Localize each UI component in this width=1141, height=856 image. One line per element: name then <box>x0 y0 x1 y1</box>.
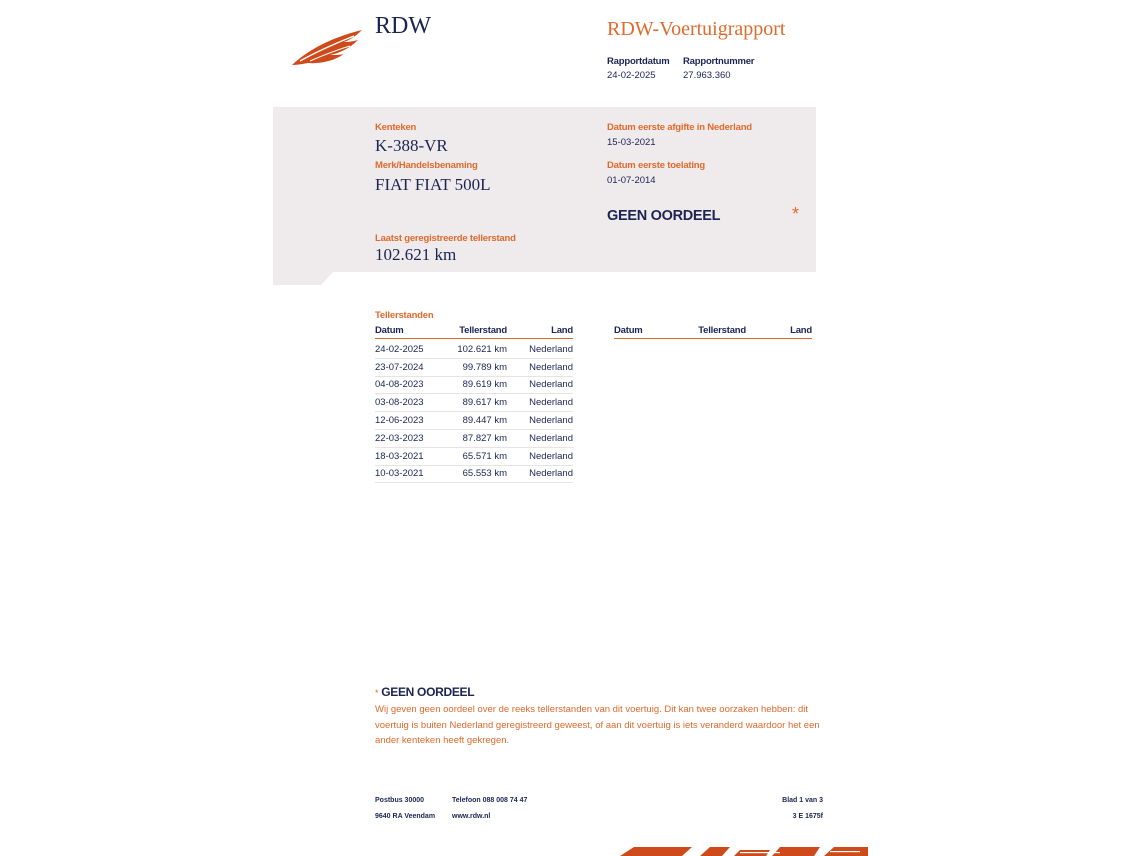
rdw-logo <box>290 28 364 68</box>
row-country: Nederland <box>529 432 573 444</box>
row-date: 03-08-2023 <box>375 397 424 409</box>
last-odometer-label: Laatst geregistreerde tellerstand <box>375 233 516 244</box>
row-country: Nederland <box>529 414 573 426</box>
row-date: 04-08-2023 <box>375 379 424 391</box>
row-reading: 65.571 km <box>462 450 507 462</box>
row-reading: 65.553 km <box>462 468 507 480</box>
report-number-label: Rapportnummer <box>683 56 755 67</box>
footnote-text: Wij geven geen oordeel over de reeks tellerstanden van dit voertuig. Dit kan twee oorzaken hebben: dit voertuig is buiten Nederland geregistreerd geweest, of aan dit voertuig is iets veranderd waardoor het een ander kenteken heeft gekregen. <box>375 704 820 746</box>
verdict-footnote-marker: * <box>792 204 800 224</box>
verdict-text: GEEN OORDEEL <box>607 208 721 224</box>
row-reading: 99.789 km <box>462 361 507 373</box>
row-country: Nederland <box>529 379 573 391</box>
col-reading-header: Tellerstand <box>459 325 507 336</box>
footer-postcode: 9640 RA Veendam <box>375 813 436 820</box>
footnote-marker: * <box>375 688 379 698</box>
row-country: Nederland <box>529 361 573 373</box>
first-issue-nl-label: Datum eerste afgifte in Nederland <box>607 122 752 133</box>
row-date: 22-03-2023 <box>375 432 424 444</box>
row-country: Nederland <box>529 468 573 480</box>
last-odometer-value: 102.621 km <box>375 245 457 264</box>
row-country: Nederland <box>529 450 573 462</box>
odometer-table <box>375 325 573 483</box>
col-country-header: Land <box>551 325 573 336</box>
table-header <box>614 325 812 339</box>
footnote-title <box>375 685 474 699</box>
table-row <box>375 377 573 394</box>
footer-postbus: Postbus 30000 <box>375 797 425 804</box>
col-country-header: Land <box>790 325 812 336</box>
table-row <box>375 360 573 377</box>
merk-label: Merk/Handelsbenaming <box>375 160 478 171</box>
table-header <box>375 325 573 339</box>
row-reading: 89.447 km <box>462 414 507 426</box>
vehicle-summary-panel <box>273 107 816 285</box>
footer-document-code: 3 E 1675f <box>792 813 823 820</box>
footer-phone: Telefoon 088 008 74 47 <box>452 797 528 804</box>
table-row <box>375 395 573 412</box>
brand-name: RDW <box>375 13 431 39</box>
kenteken-label: Kenteken <box>375 122 417 133</box>
table-row <box>375 342 573 359</box>
footer-page-number: Blad 1 van 3 <box>782 797 823 804</box>
table-row <box>375 449 573 466</box>
col-reading-header: Tellerstand <box>698 325 746 336</box>
table-row <box>375 413 573 430</box>
row-reading: 89.617 km <box>462 397 507 409</box>
first-issue-nl-value: 15-03-2021 <box>607 137 656 148</box>
table-row <box>375 466 573 483</box>
col-date-header: Datum <box>614 325 643 336</box>
row-country: Nederland <box>529 343 573 355</box>
first-admission-value: 01-07-2014 <box>607 175 656 186</box>
footer-website-link: www.rdw.nl <box>452 813 491 820</box>
kenteken-value: K-388-VR <box>375 136 448 155</box>
row-date: 24-02-2025 <box>375 343 424 355</box>
row-reading: 102.621 km <box>457 343 507 355</box>
row-date: 10-03-2021 <box>375 468 424 480</box>
row-date: 12-06-2023 <box>375 414 424 426</box>
row-date: 23-07-2024 <box>375 361 424 373</box>
row-country: Nederland <box>529 397 573 409</box>
orange-stripes-decoration <box>620 844 870 856</box>
report-number-value: 27.963.360 <box>683 70 731 81</box>
odometer-table-continued <box>614 325 812 339</box>
report-date-label: Rapportdatum <box>607 56 670 67</box>
footnote-title-text: GEEN OORDEEL <box>381 685 475 699</box>
report-title: RDW-Voertuigrapport <box>607 18 786 40</box>
odometer-section-title: Tellerstanden <box>375 310 434 321</box>
row-reading: 87.827 km <box>462 432 507 444</box>
col-date-header: Datum <box>375 325 404 336</box>
report-date-value: 24-02-2025 <box>607 70 656 81</box>
first-admission-label: Datum eerste toelating <box>607 160 706 171</box>
row-reading: 89.619 km <box>462 379 507 391</box>
row-date: 18-03-2021 <box>375 450 424 462</box>
table-row <box>375 431 573 448</box>
merk-value: FIAT FIAT 500L <box>375 175 491 194</box>
